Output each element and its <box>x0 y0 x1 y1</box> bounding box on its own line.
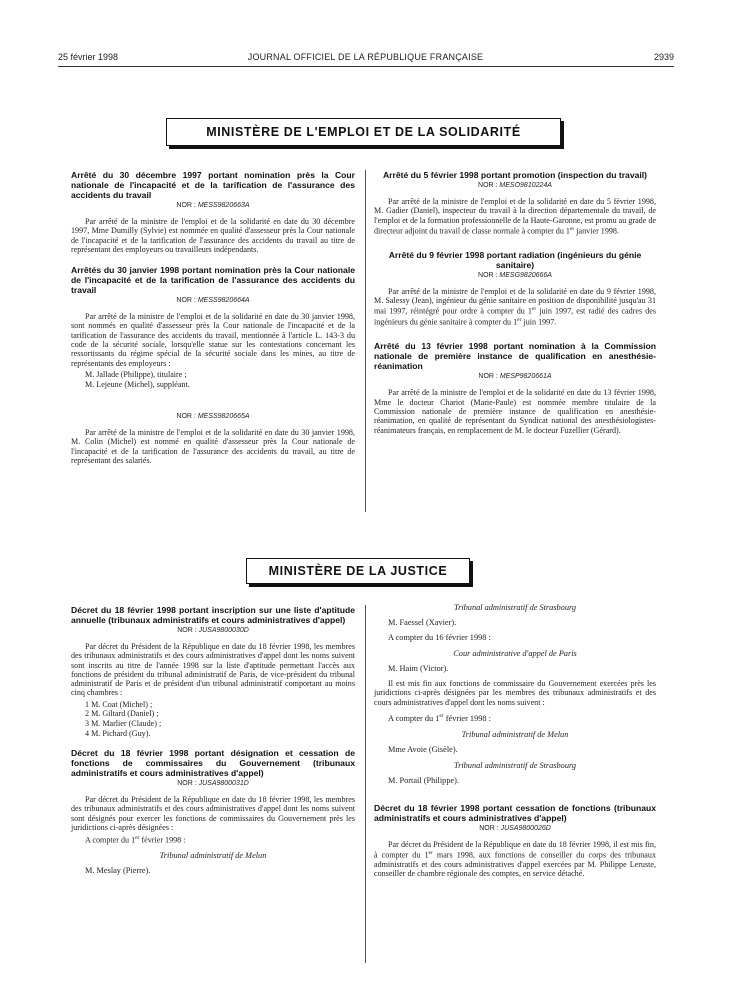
ministry2-left-column <box>71 605 355 881</box>
header-date: 25 février 1998 <box>58 52 119 62</box>
list-item: 3 M. Marlier (Claude) ; <box>85 718 162 728</box>
nor-line: NOR : JUSA9800026D <box>479 824 551 832</box>
nor-code: MESS9820664A <box>197 297 250 305</box>
article-paragraph: Par arrêté de la ministre de l'emploi et de la solidarité en date du 30 décembre 1997, Mme Dumilly (Sylvie) est nommée en qualité d'assesseur près la Cour nationale de l'incapacité et de la tarification de l'assurance des accidents du travail au titre de représentant des employeurs ou travailleurs indépendants. <box>71 217 355 254</box>
header-journal: JOURNAL OFFICIEL DE LA RÉPUBLIQUE FRANÇAISE <box>247 52 484 62</box>
nor-code: JUSA9800026D <box>500 824 551 832</box>
column-separator <box>365 605 366 963</box>
article-paragraph: Par décret du Président de la République en date du 18 février 1998, les membres des tribunaux administratifs et des cours administratives d'appel dont les noms suivent sont inscrits au titre de l'année 1998 sur la liste d'aptitude permettant l'accès aux fonctions de président du tribunal administratif de Paris, de vice-président du tribunal administratif de Paris et de président d'un tribunal administratif comportant au moins cinq chambres : <box>71 642 355 698</box>
person-name: M. Haim (Victor). <box>388 664 449 673</box>
list-item: 4 M. Pichard (Guy). <box>85 728 151 738</box>
nor-code: MESG9820666A <box>499 271 552 279</box>
nor-line: NOR : MESG9820666A <box>478 271 552 279</box>
nor-line: NOR : JUSA9800030D <box>177 627 249 634</box>
person-name: Mme Avoie (Gisèle). <box>388 744 458 754</box>
article-title: Arrêté du 5 février 1998 portant promotion (inspection du travail) <box>382 170 648 180</box>
court-name: Cour administrative d'appel de Paris <box>453 649 577 658</box>
header-rule <box>58 66 674 67</box>
ministry1-left-column <box>71 170 355 467</box>
article-title: Arrêtés du 30 janvier 1998 portant nomination près la Cour nationale de l'incapacité et de la tarification de l'assurance des accidents du travail <box>71 265 355 296</box>
nor-line: NOR : MESS9820665A <box>176 413 250 421</box>
list-item: M. Lejeune (Michel), suppléant. <box>85 379 190 389</box>
list-item: M. Jallade (Philippe), titulaire ; <box>85 369 187 379</box>
article-paragraph: Par décret du Président de la République en date du 18 février 1998, les membres des tribunaux administratifs et des cours administratives d'appel dont les noms suivent sont désignés pour exercer les fonctions de commissaires du Gouvernement près les juridictions ci-après désignées : <box>71 795 355 833</box>
nor-line: NOR : JUSA9800031D <box>177 780 249 788</box>
nor-line: NOR : MESS9820663A <box>176 202 250 209</box>
article-paragraph: Par arrêté de la ministre de l'emploi et de la solidarité en date du 30 janvier 1998, sont nommés en qualité d'assesseur près la Cour nationale de l'incapacité et de la tarification de l'assurance des accidents du travail, mentionnée à l'article L. 143-3 du code de la sécurité sociale, lorsqu'elle statue sur les contestations concernant les ressortissants du régime spécial de la sécurité sociale dans les mines, au titre de représentants des employeurs : <box>71 312 355 368</box>
nor-code: JUSA9800031D <box>198 780 249 788</box>
ministry-title-justice <box>246 558 470 584</box>
article-title: Arrêté du 9 février 1998 portant radiation (ingénieurs du génie sanitaire) <box>388 249 642 270</box>
list-item: 2 M. Giltard (Daniel) ; <box>85 709 159 719</box>
header-page: 2939 <box>653 52 674 62</box>
effective-date: A compter du 16 février 1998 : <box>388 633 491 642</box>
nor-code: MESS9820665A <box>197 413 250 421</box>
ministry-title-emploi <box>166 118 561 146</box>
article-title: Arrêté du 30 décembre 1997 portant nomination près la Cour nationale de l'incapacité et de la tarification de l'assurance des accidents du travail <box>71 170 355 200</box>
nor-code: MESP9820661A <box>499 373 552 381</box>
column-separator <box>365 170 366 512</box>
ministry-title-text: MINISTÈRE DE LA JUSTICE <box>268 564 448 578</box>
ministry1-right-column <box>374 170 656 437</box>
article-paragraph: Par décret du Président de la République en date du 18 février 1998, il est mis fin, à compter du 1er mars 1998, aux fonctions de conseiller du corps des tribunaux administratifs et des cours administratives d'appel exercées par M. Philippe Leruste, conseiller de chambre régionale des comptes, en service détaché. <box>374 839 656 879</box>
court-name: Tribunal administratif de Melun <box>159 851 267 861</box>
article-paragraph: Par arrêté de la ministre de l'emploi et de la solidarité en date du 13 février 1998, Mme le docteur Chariot (Marie-Paule) est nommée membre titulaire de la Commission nationale de première instance de qualification en anesthésie-réanimation, en qualité de représentant du Syndicat national des anesthésiologistes-réanimateurs français, en remplacement de M. le docteur Fuzellier (Gérard). <box>374 388 656 435</box>
article-paragraph: Il est mis fin aux fonctions de commissaire du Gouvernement exercées près les juridictions ci-après désignées par les membres des tribunaux administratifs et des cours administratives d'appel dont les noms suivent : <box>374 679 656 707</box>
article-paragraph: Par arrêté de la ministre de l'emploi et de la solidarité en date du 30 janvier 1998, M. Colin (Michel) est nommé en qualité d'assesseur près la Cour nationale de l'incapacité et de la tarification de l'assurance des accidents du travail, au titre de représentant des salariés. <box>71 428 355 466</box>
article-title: Décret du 18 février 1998 portant cessation de fonctions (tribunaux administratifs et cours administratives d'appel) <box>374 802 656 823</box>
court-name: Tribunal administratif de Melun <box>461 729 569 739</box>
nor-code: MESO9810224A <box>499 182 552 189</box>
article-paragraph: Par arrêté de la ministre de l'emploi et de la solidarité en date du 5 février 1998, M. Gadier (Daniel), inspecteur du travail à la direction départementale du travail, de l'emploi et de la formation professionnelle de la Haute-Garonne, est promu au grade de directeur adjoint du travail de classe normale à compter du 1er janvier 1998. <box>374 197 656 236</box>
effective-date: A compter du 1er février 1998 : <box>85 835 186 846</box>
article-title: Arrêté du 13 février 1998 portant nomination à la Commission nationale de première instance de qualification en anesthésie-réanimation <box>374 341 656 372</box>
person-name: M. Portail (Philippe). <box>388 775 459 785</box>
person-name: M. Faessel (Xavier). <box>388 618 457 627</box>
court-name: Tribunal administratif de Strasbourg <box>453 603 577 612</box>
court-name: Tribunal administratif de Strasbourg <box>453 760 577 770</box>
nor-line: NOR : MESS9820664A <box>176 297 250 305</box>
article-paragraph: Par arrêté de la ministre de l'emploi et de la solidarité en date du 9 février 1998, M. Salessy (Jean), ingénieur du génie sanitaire en position de disponibilité jusqu'au 31 mai 1997, réintégré pour ordre à compter du 1er juin 1997, est radié des cadres des ingénieurs du génie sanitaire à compter du 1er juin 1997. <box>374 286 656 328</box>
effective-date: A compter du 1er février 1998 : <box>388 712 491 723</box>
ministry2-right-column <box>374 603 656 881</box>
article-title: Décret du 18 février 1998 portant désignation et cessation de fonctions de commissaires du Gouvernement (tribunaux administratifs et cours administratives d'appel) <box>71 748 355 779</box>
ministry-title-text: MINISTÈRE DE L'EMPLOI ET DE LA SOLIDARITÉ <box>206 125 521 139</box>
person-name: M. Meslay (Pierre). <box>85 866 151 876</box>
article-title: Décret du 18 février 1998 portant inscription sur une liste d'aptitude annuelle (tribunaux administratifs et cours administratives d'appel) <box>71 605 355 625</box>
nor-line: NOR : MESO9810224A <box>478 182 552 189</box>
list-item: 1 M. Coat (Michel) ; <box>85 699 153 709</box>
nor-code: MESS9820663A <box>197 202 250 209</box>
nor-code: JUSA9800030D <box>198 627 249 634</box>
nor-line: NOR : MESP9820661A <box>478 373 552 381</box>
